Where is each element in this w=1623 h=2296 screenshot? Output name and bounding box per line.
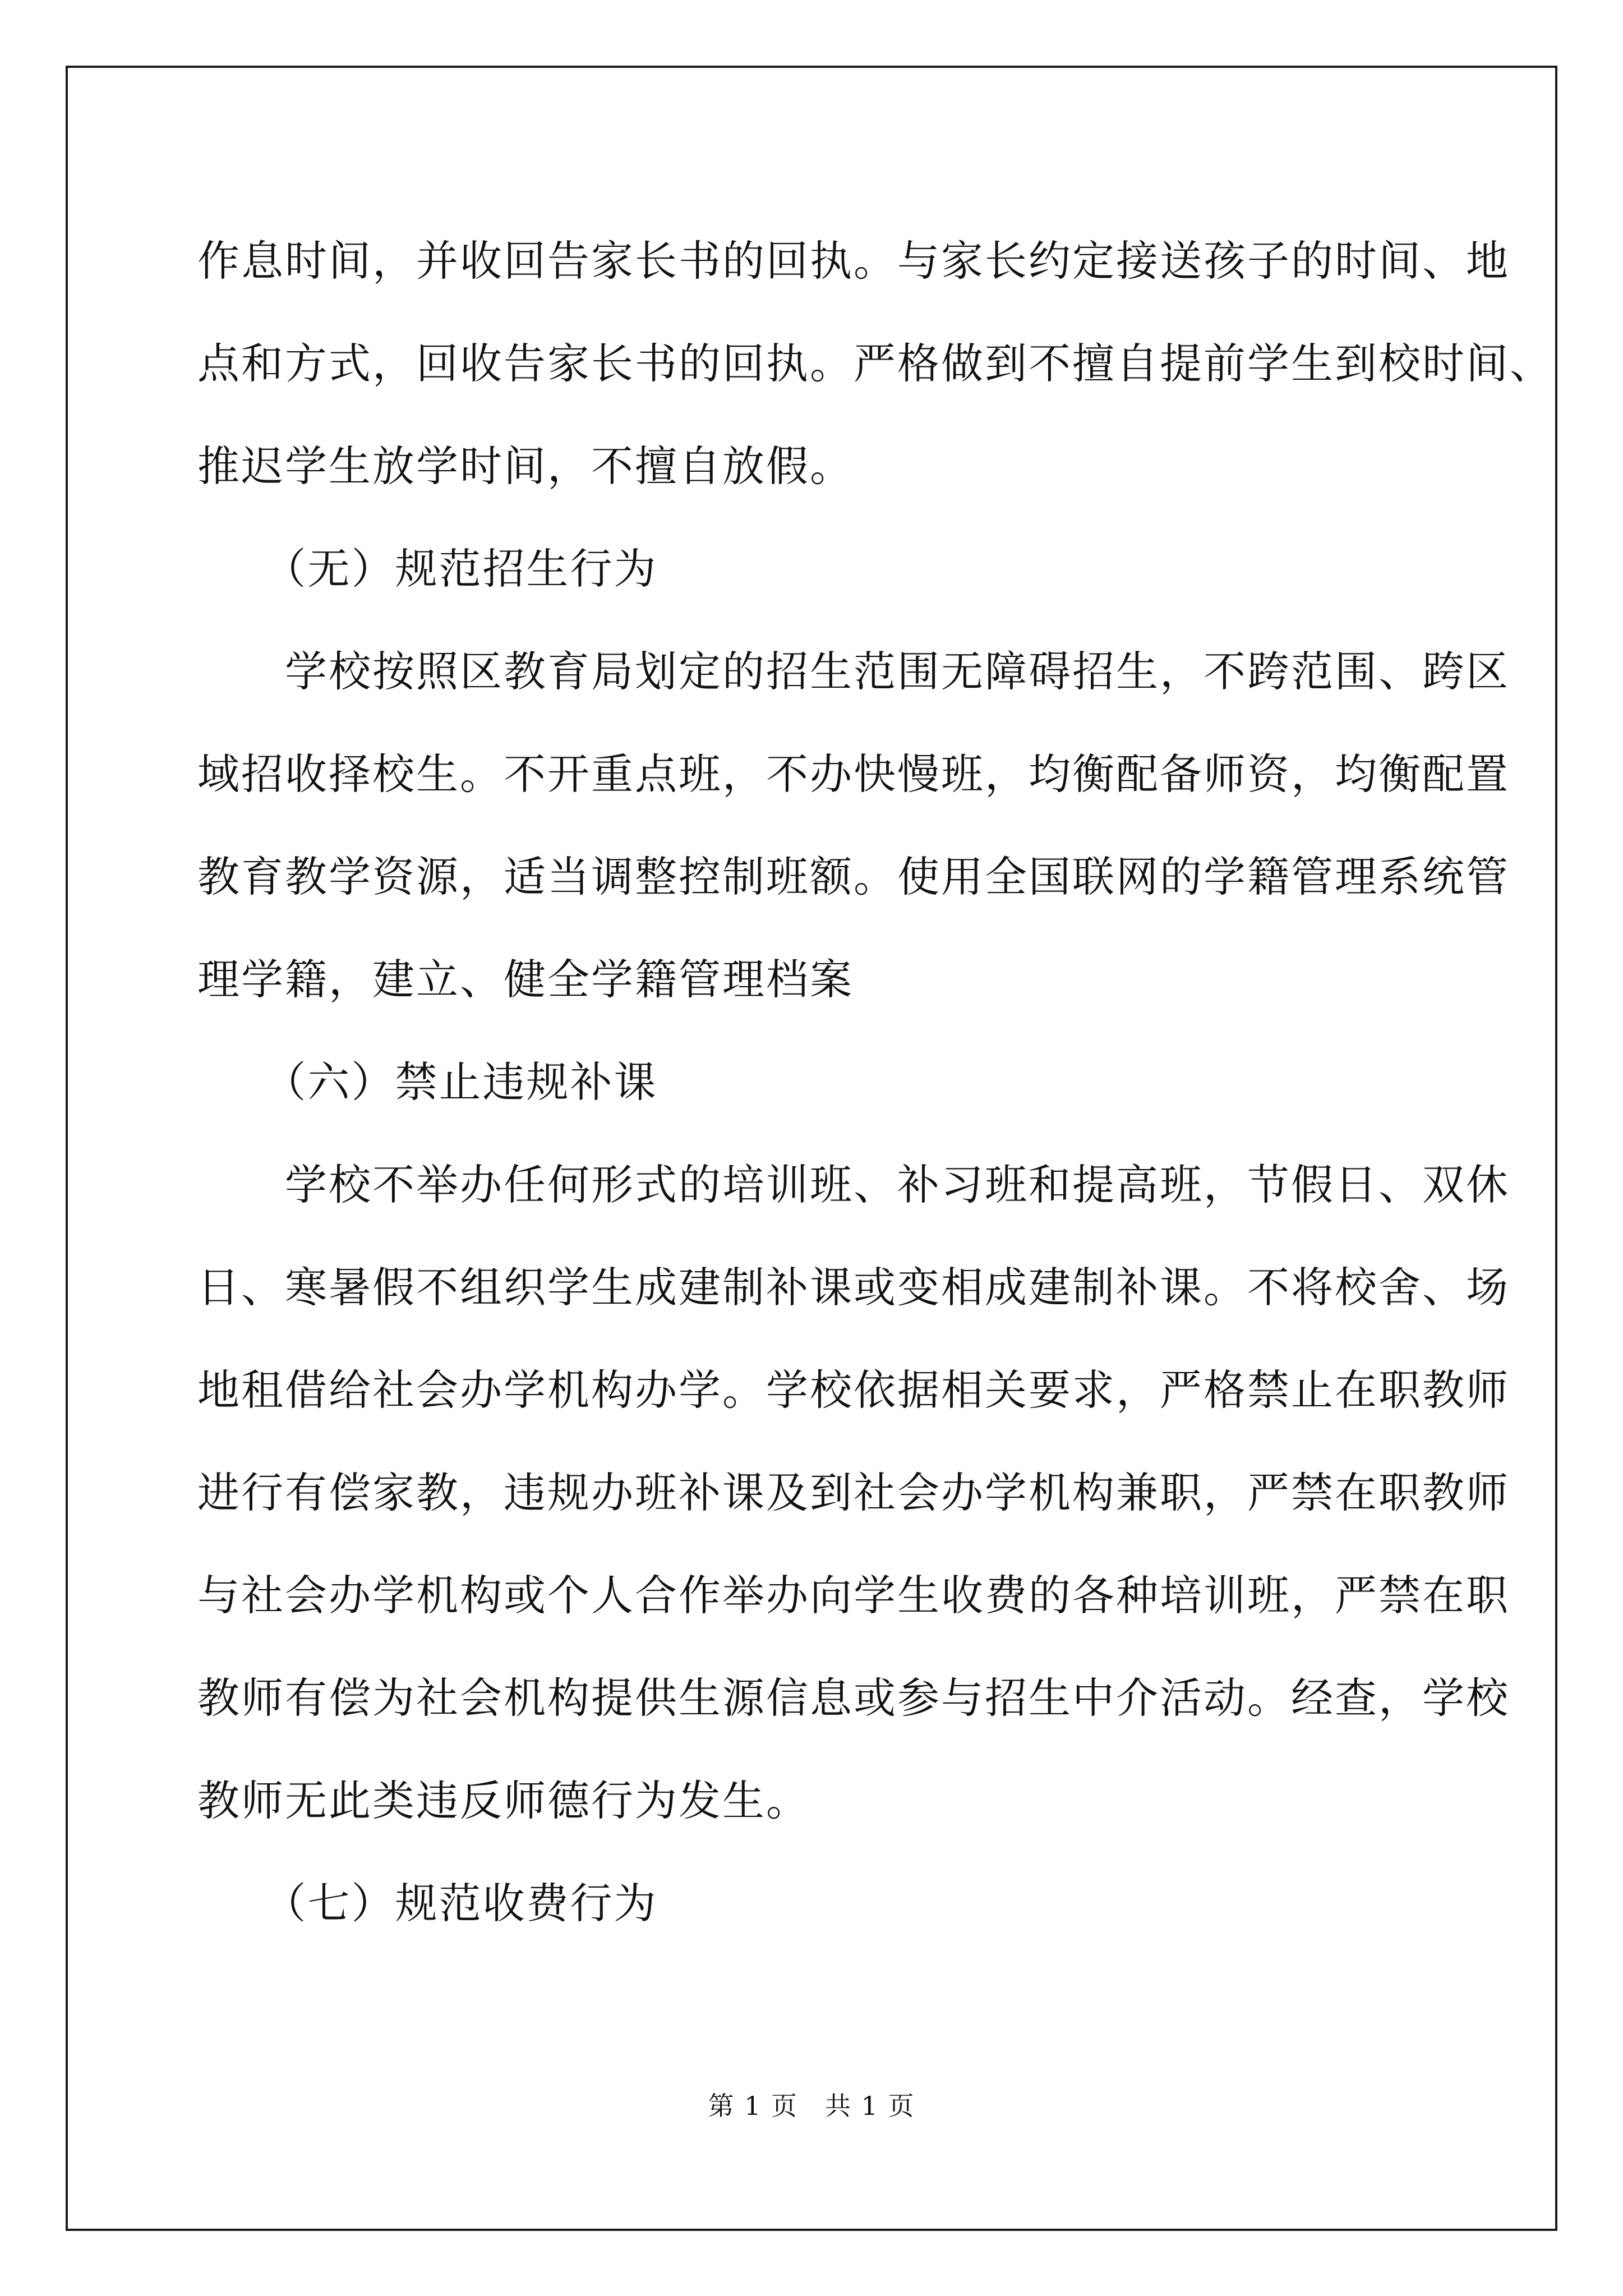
text-line: 域招收择校生。不开重点班，不办快慢班，均衡配备师资，均衡配置 — [197, 749, 1510, 799]
section-heading: （无）规范招生行为 — [197, 544, 658, 593]
page-number-footer: 第 1 页 共 1 页 — [708, 2091, 915, 2121]
text-line: 作息时间，并收回告家长书的回执。与家长约定接送孩子的时间、地 — [197, 236, 1510, 286]
text-line: 教育教学资源，适当调整控制班额。使用全国联网的学籍管理系统管 — [197, 852, 1510, 901]
section-heading: （六）禁止违规补课 — [197, 1057, 658, 1107]
text-line: 进行有偿家教，违规办班补课及到社会办学机构兼职，严禁在职教师 — [197, 1468, 1510, 1517]
text-line: 学校不举办任何形式的培训班、补习班和提高班，节假日、双休 — [197, 1160, 1510, 1209]
section-heading: （七）规范收费行为 — [197, 1879, 658, 1928]
document-body — [197, 210, 1554, 1955]
text-line: 教师无此类违反师德行为发生。 — [197, 1776, 810, 1825]
text-line: 日、寒暑假不组织学生成建制补课或变相成建制补课。不将校舍、场 — [197, 1263, 1510, 1312]
text-line: 理学籍，建立、健全学籍管理档案 — [197, 955, 854, 1004]
text-line: 与社会办学机构或个人合作举办向学生收费的各种培训班，严禁在职 — [197, 1571, 1510, 1620]
text-line: 学校按照区教育局划定的招生范围无障碍招生，不跨范围、跨区 — [197, 647, 1510, 696]
text-line: 教师有偿为社会机构提供生源信息或参与招生中介活动。经查，学校 — [197, 1673, 1510, 1723]
text-line: 地租借给社会办学机构办学。学校依据相关要求，严格禁止在职教师 — [197, 1365, 1510, 1415]
text-line: 点和方式，回收告家长书的回执。严格做到不擅自提前学生到校时间、 — [197, 339, 1554, 388]
text-line: 推迟学生放学时间，不擅自放假。 — [197, 441, 854, 491]
